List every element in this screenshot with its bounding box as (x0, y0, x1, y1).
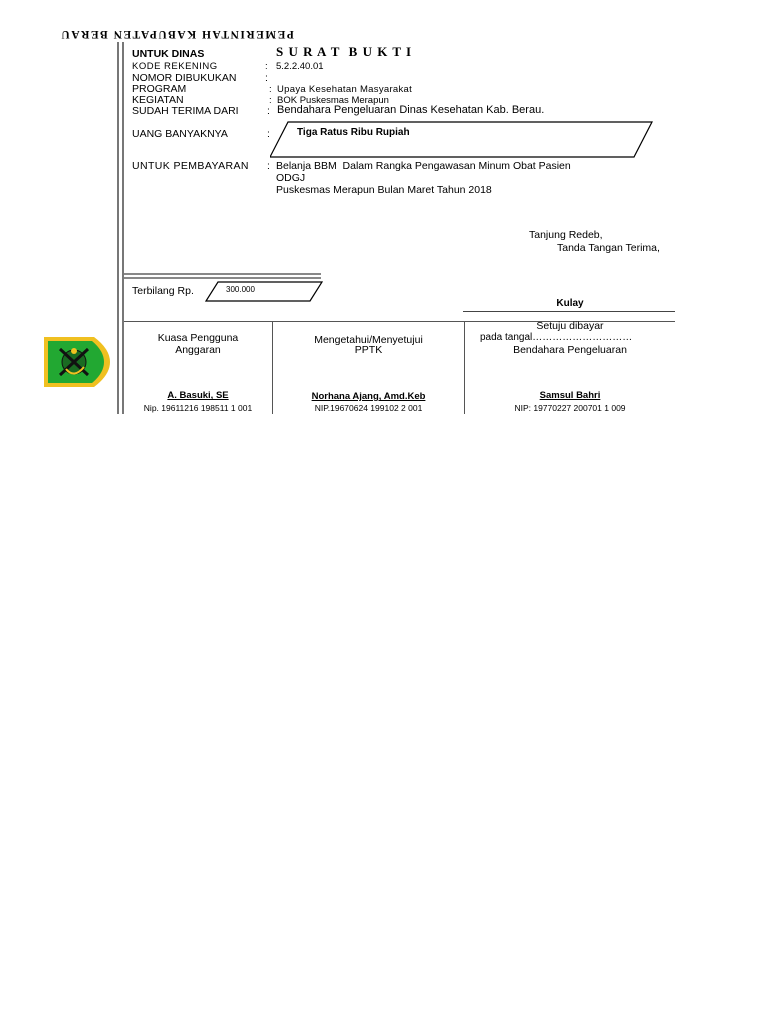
field-label-kegiatan: KEGIATAN (132, 94, 184, 106)
field-colon: : (269, 95, 272, 106)
separator-bottom (124, 277, 321, 279)
uang-banyaknya-value: Tiga Ratus Ribu Rupiah (297, 127, 410, 138)
left-border-outer (117, 42, 119, 414)
terbilang-value: 300.000 (226, 285, 255, 294)
signatory-2-name: Norhana Ajang, Amd.Keb (311, 391, 426, 402)
terbilang-label: Terbilang Rp. (132, 285, 194, 297)
field-value-kegiatan: BOK Puskesmas Merapun (277, 95, 389, 106)
pembayaran-colon: : (267, 160, 270, 172)
signatory-1-title: Anggaran (175, 344, 221, 356)
signatory-1-name: A. Basuki, SE (167, 390, 229, 401)
signatory-3-title: pada tangal………………………… (480, 332, 633, 343)
field-label-program: PROGRAM (132, 83, 187, 95)
field-label-nomor-dibukukan: NOMOR DIBUKUKAN (132, 72, 237, 84)
pembayaran-line: ODGJ (276, 172, 306, 184)
receiver-name: Kulay (556, 298, 584, 309)
left-border-inner (122, 42, 124, 414)
mirrored-header: PEMERINTAH KABUPATEN BERAU (60, 28, 294, 40)
signatory-1-title: Kuasa Pengguna (157, 332, 239, 344)
uang-banyaknya-label: UANG BANYAKNYA (132, 128, 228, 140)
signatory-1-nip: Nip. 19611216 198511 1 001 (143, 403, 253, 413)
field-colon: : (265, 72, 268, 84)
terbilang-box (204, 281, 324, 303)
pembayaran-label: UNTUK PEMBAYARAN (132, 160, 249, 172)
receiver-sign-line (463, 311, 675, 312)
field-value-kode-rekening: 5.2.2.40.01 (276, 61, 324, 72)
uang-banyaknya-colon: : (267, 128, 270, 140)
signatory-2-title: PPTK (354, 344, 383, 356)
field-colon: : (267, 105, 270, 117)
field-value-sudah-terima-dari: Bendahara Pengeluaran Dinas Kesehatan Kab. Berau. (277, 104, 545, 116)
uang-banyaknya-box (270, 120, 654, 160)
signatory-2-title: Mengetahui/Menyetujui (314, 334, 423, 346)
field-value-program: Upaya Kesehatan Masyarakat (277, 84, 413, 95)
signatory-2-nip: NIP.19670624 199102 2 001 (314, 403, 423, 413)
document-title: S U R A T B U K T I (276, 44, 413, 59)
untuk-dinas-label: UNTUK DINAS (132, 48, 205, 60)
field-label-sudah-terima-dari: SUDAH TERIMA DARI (132, 105, 239, 117)
signatory-3-title: Setuju dibayar (536, 320, 604, 332)
signatory-3-nip: NIP: 19770227 200701 1 009 (514, 403, 626, 413)
pembayaran-line: Puskesmas Merapun Bulan Maret Tahun 2018 (276, 184, 492, 196)
signatory-3-title: Bendahara Pengeluaran (513, 344, 627, 356)
field-colon: : (265, 61, 268, 72)
signatory-3-name: Samsul Bahri (539, 390, 601, 401)
field-colon: : (269, 84, 272, 95)
place-date: Tanjung Redeb, (529, 229, 603, 241)
kabupaten-emblem-icon (40, 335, 112, 389)
pembayaran-line: Belanja BBM Dalam Rangka Pengawasan Minum Obat Pasien (276, 160, 571, 172)
receiver-sign-label: Tanda Tangan Terima, (557, 242, 660, 254)
separator-top (124, 273, 321, 275)
field-label-kode-rekening: KODE REKENING (132, 61, 218, 72)
